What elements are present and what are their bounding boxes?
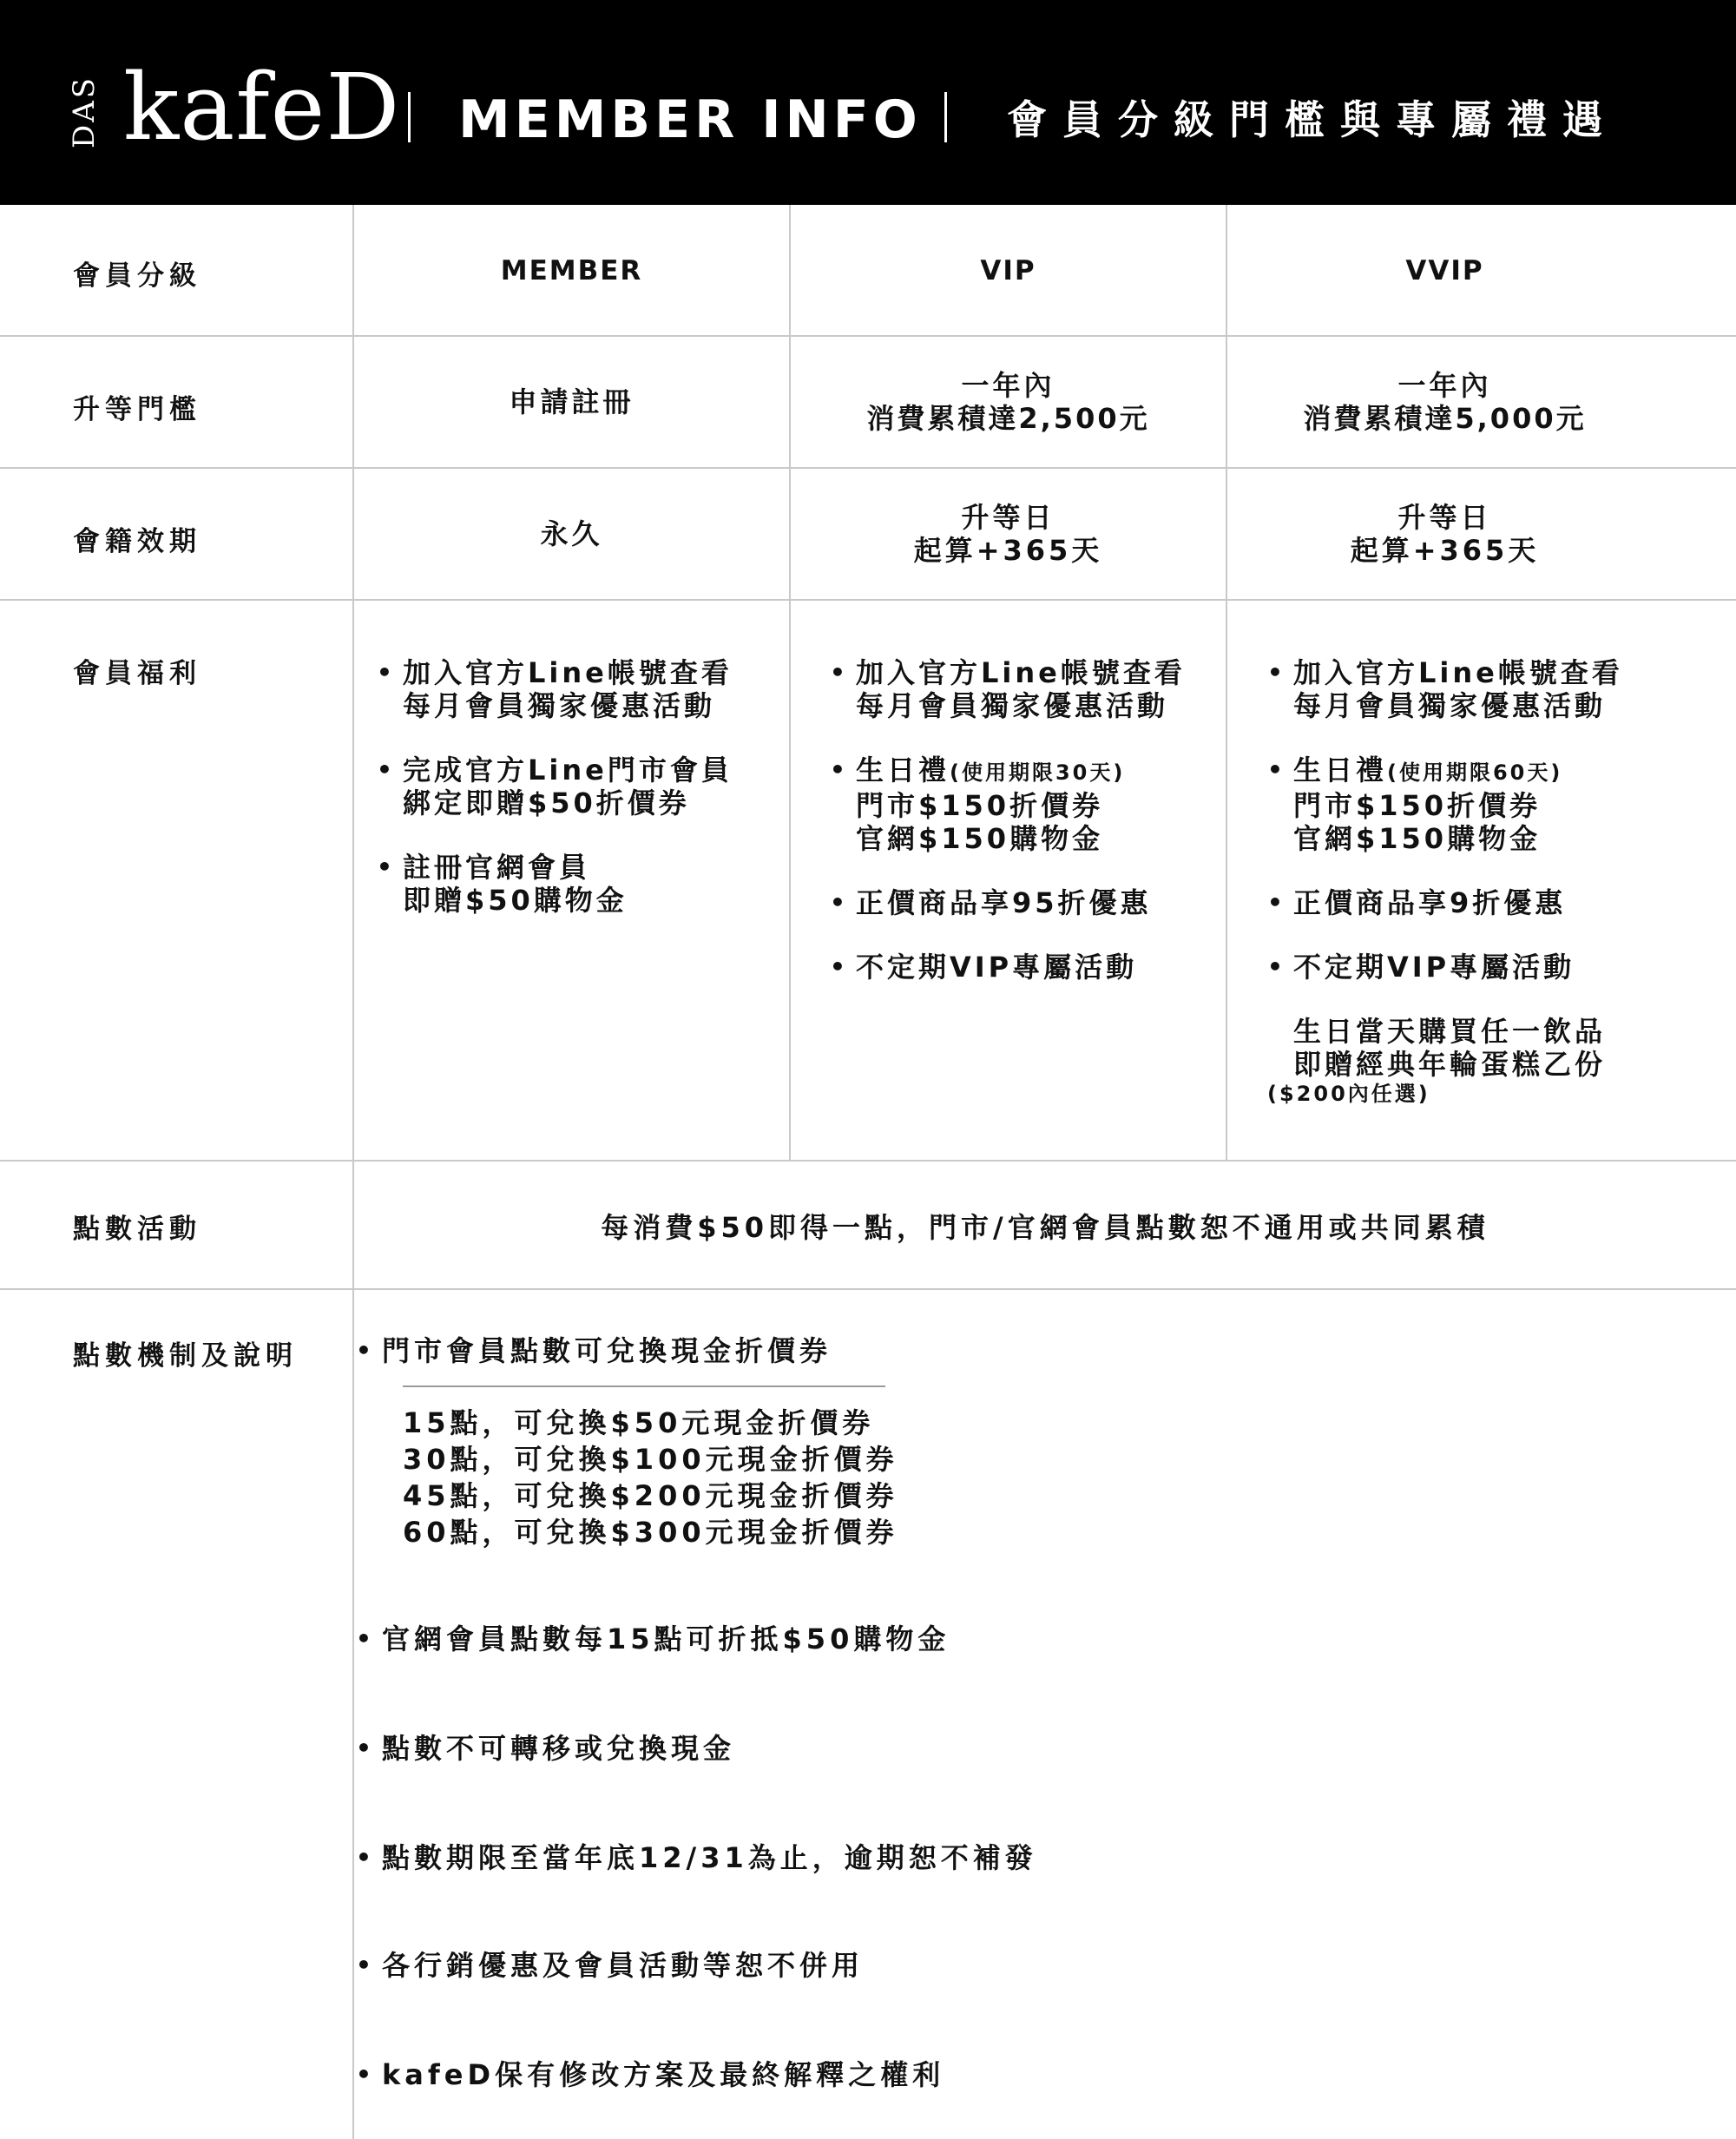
rule-text: 門市會員點數可兌換現金折價券 xyxy=(382,1334,832,1367)
threshold-vvip xyxy=(1227,337,1662,467)
benefit-line: 官網$150購物金 xyxy=(856,822,1104,855)
exchange-underline xyxy=(403,1385,885,1387)
bullet-icon: • xyxy=(1267,755,1286,784)
bullet-icon: • xyxy=(377,658,396,687)
row-label-validity: 會籍效期 xyxy=(73,526,201,557)
exchange-item: 60點，可兌換$300元現金折價券 xyxy=(403,1516,898,1549)
exchange-list xyxy=(403,1405,898,1550)
rule-item xyxy=(356,1840,1684,1875)
tier-name-member: MEMBER xyxy=(500,255,643,286)
threshold-line: 一年內 xyxy=(961,369,1055,402)
benefit-line: 不定期VIP專屬活動 xyxy=(856,951,1138,984)
exchange-item: 15點，可兌換$50元現金折價券 xyxy=(403,1406,875,1439)
benefit-item xyxy=(830,951,1238,984)
benefit-item xyxy=(377,851,785,917)
rule-text: 點數不可轉移或兌換現金 xyxy=(382,1732,736,1765)
benefit-note: ($200內任選) xyxy=(1267,1082,1430,1106)
benefit-line: 加入官方Line帳號查看 xyxy=(403,656,733,689)
benefit-item xyxy=(830,656,1238,722)
tier-name-vip: VIP xyxy=(980,255,1036,286)
benefit-item xyxy=(1267,951,1675,984)
rule-store-exchange xyxy=(356,1333,1684,1368)
bullet-icon: • xyxy=(830,755,849,784)
benefit-extra xyxy=(1267,1015,1675,1107)
benefit-line: 官網$150購物金 xyxy=(1293,822,1542,855)
benefit-line: 正價商品享95折優惠 xyxy=(856,886,1152,919)
threshold-line: 消費累積達5,000元 xyxy=(1303,402,1587,435)
row-label-threshold: 升等門檻 xyxy=(73,394,201,425)
benefit-line: 門市$150折價券 xyxy=(1293,789,1542,822)
validity-vip xyxy=(791,469,1226,599)
benefit-line: 門市$150折價券 xyxy=(856,789,1104,822)
row-label-points-rules: 點數機制及說明 xyxy=(73,1340,298,1372)
threshold-line: 一年內 xyxy=(1397,369,1492,402)
tier-name-vvip: VVIP xyxy=(1405,255,1484,286)
row-divider xyxy=(0,599,1736,601)
benefit-item xyxy=(1267,656,1675,722)
bullet-icon: • xyxy=(356,1336,376,1365)
benefit-line: 每月會員獨家優惠活動 xyxy=(403,689,716,722)
bullet-icon: • xyxy=(356,2060,376,2089)
header-banner xyxy=(0,0,1736,205)
header-divider xyxy=(944,92,947,142)
rule-item xyxy=(356,2057,1684,2092)
benefit-item xyxy=(830,886,1238,919)
logo-kafed: kafeD xyxy=(123,54,401,161)
benefit-line: 即贈經典年輪蛋糕乙份 xyxy=(1293,1048,1607,1081)
validity-line: 永久 xyxy=(540,517,603,550)
bullet-icon: • xyxy=(830,658,849,687)
rule-item xyxy=(356,1948,1684,1983)
bullet-icon: • xyxy=(356,1624,376,1653)
validity-line: 升等日 xyxy=(961,501,1055,534)
bullet-icon: • xyxy=(830,888,849,917)
row-label-points-activity: 點數活動 xyxy=(73,1214,201,1245)
benefits-vvip xyxy=(1267,656,1675,1107)
bullet-icon: • xyxy=(1267,952,1286,981)
exchange-item: 45點，可兌換$200元現金折價券 xyxy=(403,1479,898,1512)
rule-text: 官網會員點數每15點可折抵$50購物金 xyxy=(382,1622,950,1655)
benefit-line: 即贈$50購物金 xyxy=(403,884,628,917)
rule-item xyxy=(356,1731,1684,1766)
threshold-line: 申請註冊 xyxy=(509,385,635,418)
benefit-head: 生日禮 xyxy=(856,754,950,786)
validity-line: 起算+365天 xyxy=(1350,534,1540,567)
rule-item xyxy=(356,1622,1684,1656)
benefit-item xyxy=(830,754,1238,855)
benefit-item xyxy=(1267,886,1675,919)
benefit-line: 註冊官網會員 xyxy=(403,851,591,884)
bullet-icon: • xyxy=(377,852,396,881)
bullet-icon: • xyxy=(356,1843,376,1872)
benefit-line: 每月會員獨家優惠活動 xyxy=(856,689,1169,722)
bullet-icon: • xyxy=(830,952,849,981)
benefit-line: 生日當天購買任一飲品 xyxy=(1293,1015,1607,1048)
threshold-line: 消費累積達2,500元 xyxy=(866,402,1150,435)
rule-text: 點數期限至當年底12/31為止，逾期恕不補發 xyxy=(382,1841,1037,1874)
rule-text: kafeD保有修改方案及最終解釋之權利 xyxy=(382,2058,945,2091)
bullet-icon: • xyxy=(1267,888,1286,917)
bullet-icon: • xyxy=(356,1951,376,1979)
logo-das: DAS xyxy=(67,75,102,149)
benefit-note: (使用期限60天) xyxy=(1387,760,1563,785)
points-activity-text: 每消費$50即得一點，門市/官網會員點數恕不通用或共同累積 xyxy=(601,1211,1489,1244)
benefit-item xyxy=(377,754,785,819)
validity-vvip xyxy=(1227,469,1662,599)
benefit-line: 完成官方Line門市會員 xyxy=(403,754,733,786)
benefit-item xyxy=(377,656,785,722)
benefit-line: 加入官方Line帳號查看 xyxy=(856,656,1186,689)
benefit-item xyxy=(1267,754,1675,855)
threshold-member xyxy=(354,337,789,467)
header-divider xyxy=(408,92,411,142)
row-label-tier: 會員分級 xyxy=(73,260,201,292)
rule-text: 各行銷優惠及會員活動等恕不併用 xyxy=(382,1949,865,1982)
bullet-icon: • xyxy=(356,1734,376,1762)
benefit-head: 生日禮 xyxy=(1293,754,1388,786)
bullet-icon: • xyxy=(1267,658,1286,687)
threshold-vip xyxy=(791,337,1226,467)
validity-line: 升等日 xyxy=(1397,501,1492,534)
benefit-note: (使用期限30天) xyxy=(950,760,1126,785)
header-title-en: MEMBER INFO xyxy=(458,89,922,150)
exchange-item: 30點，可兌換$100元現金折價券 xyxy=(403,1443,898,1476)
benefit-line: 不定期VIP專屬活動 xyxy=(1293,951,1575,984)
validity-member xyxy=(354,469,789,599)
row-label-benefits: 會員福利 xyxy=(73,658,201,689)
benefits-vip xyxy=(830,656,1238,984)
bullet-icon: • xyxy=(377,755,396,784)
benefit-line: 正價商品享9折優惠 xyxy=(1293,886,1567,919)
benefit-line: 綁定即贈$50折價券 xyxy=(403,786,690,819)
benefits-member xyxy=(377,656,785,917)
benefit-line: 加入官方Line帳號查看 xyxy=(1293,656,1623,689)
header-title-zh: 會員分級門檻與專屬禮遇 xyxy=(1007,96,1618,143)
validity-line: 起算+365天 xyxy=(913,534,1103,567)
benefit-line: 每月會員獨家優惠活動 xyxy=(1293,689,1607,722)
